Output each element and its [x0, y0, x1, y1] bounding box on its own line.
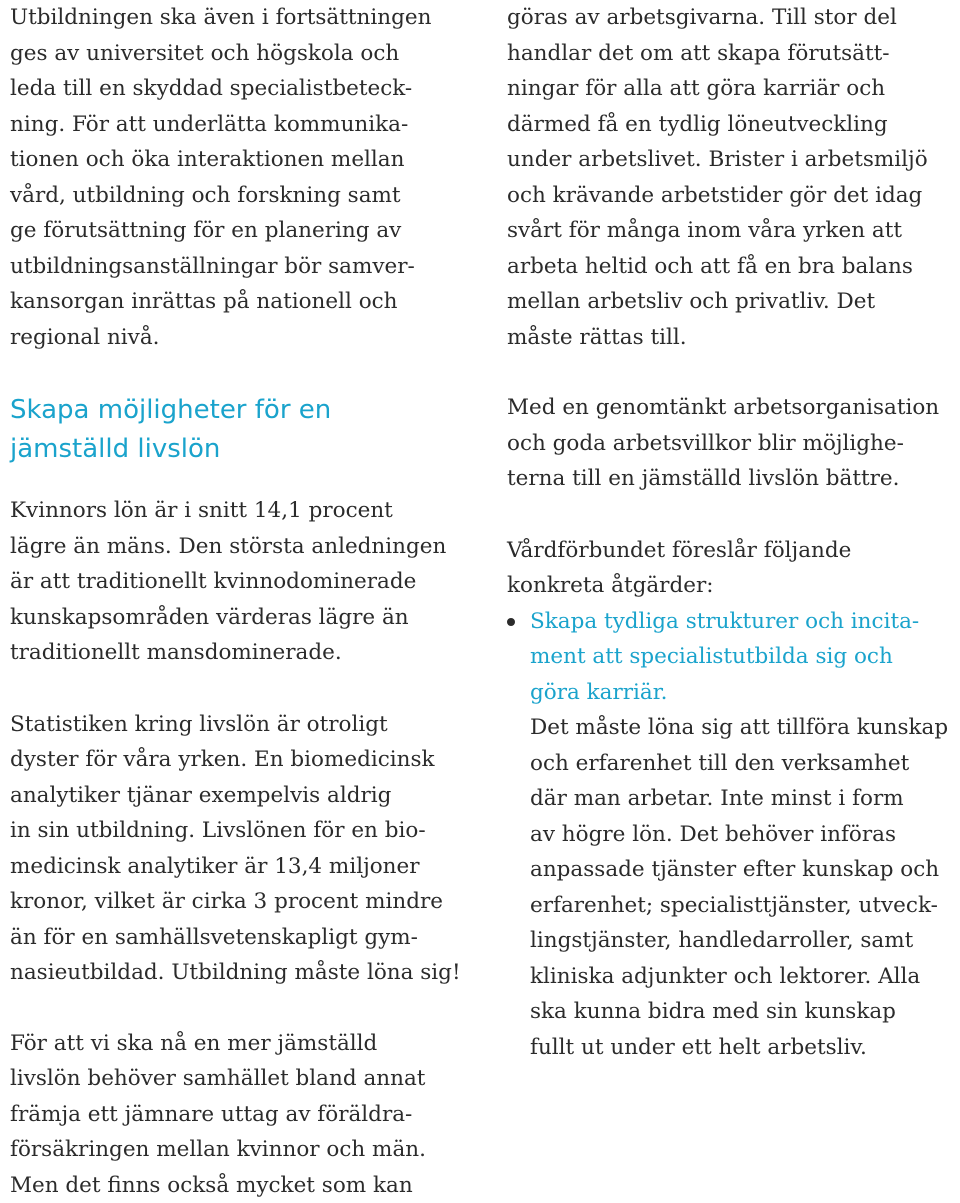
bullet-icon	[507, 618, 515, 626]
paragraph-wage-gap: Kvinnors lön är i snitt 14,1 procent lägre än mäns. Den största anledningen är att traditionellt kvinnodominerade kunskapsområden värderas lägre än traditionellt mansdominerade.	[10, 493, 470, 671]
paragraph-proposals-intro: Vårdförbundet föreslår följande konkreta åtgärder:	[507, 533, 957, 604]
left-column	[10, 0, 470, 1203]
paragraph-equal-lifetime-wage: För att vi ska nå en mer jämställd livslön behöver samhället bland annat främja ett jämnare uttag av föräldra- försäkringen mellan kvinnor och män. Men det finns också mycket som kan	[10, 1026, 470, 1203]
paragraph-work-organisation: Med en genomtänkt arbetsorganisation och goda arbetsvillkor blir möjlighe- terna till en jämställd livslön bättre.	[507, 390, 957, 497]
bullet-body: Det måste löna sig att tillföra kunskap och erfarenhet till den verksamhet där man arbetar. Inte minst i form av högre lön. Det behöver införas anpassade tjänster efter kunskap och erfarenhet; specialisttjänster, utveck- lingstjänster, handledarroller, samt kliniska adjunkter och lektorer. Alla ska kunna bidra med sin kunskap fullt ut under ett helt arbetsliv.	[530, 710, 957, 1065]
bullet-title: Skapa tydliga strukturer och incita- ment att specialistutbilda sig och göra karriär.	[530, 604, 957, 711]
bullet-item	[507, 604, 957, 1066]
paragraph-statistics: Statistiken kring livslön är otroligt dyster för våra yrken. En biomedicinsk analytiker tjänar exempelvis aldrig in sin utbildning. Livslönen för en bio- medicinsk analytiker är 13,4 miljoner kronor, vilket är cirka 3 procent mindre än för en samhällsvetenskapligt gym- nasieutbildad. Utbildning måste löna sig!	[10, 707, 470, 991]
paragraph-education: Utbildningen ska även i fortsättningen ges av universitet och högskola och leda till en skyddad specialistbeteck- ning. För att underlätta kommunika- tionen och öka interaktionen mellan vård, utbildning och forskning samt ge förutsättning för en planering av utbildningsanställningar bör samver- kansorgan inrättas på nationell och regional nivå.	[10, 0, 470, 355]
right-column	[507, 0, 957, 1065]
paragraph-employers: göras av arbetsgivarna. Till stor del handlar det om att skapa förutsätt- ningar för alla att göra karriär och därmed få en tydlig löneutveckling under arbetslivet. Brister i arbetsmiljö och krävande arbetstider gör det idag svårt för många inom våra yrken att arbeta heltid och att få en bra balans mellan arbetsliv och privatliv. Det måste rättas till.	[507, 0, 957, 355]
section-heading: Skapa möjligheter för en jämställd livslön	[10, 391, 470, 469]
